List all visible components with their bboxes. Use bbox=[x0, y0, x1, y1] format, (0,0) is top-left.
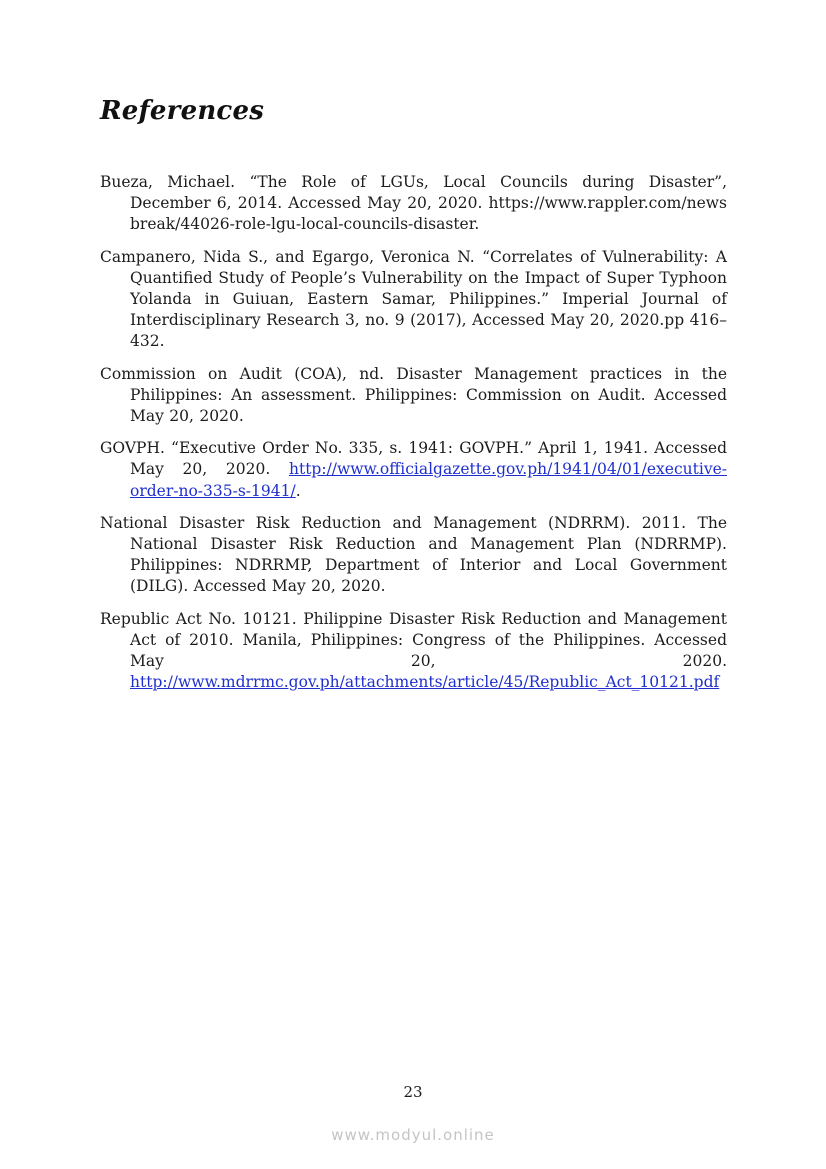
page-number: 23 bbox=[403, 1083, 423, 1101]
reference-link-officialgazette[interactable]: http://www.officialgazette.gov.ph/1941/04/01/executive-order-no-335-s-1941/ bbox=[130, 460, 727, 500]
reference-text: Republic Act No. 10121. Philippine Disaster Risk Reduction and Management Act of 2010. Manila, Philippines: Congress of the Philippines. Accessed May 20, 2020. bbox=[100, 609, 727, 671]
reference-entry-bueza bbox=[100, 172, 727, 236]
reference-text: National Disaster Risk Reduction and Management (NDRRM). 2011. The National Disaster Risk Reduction and Management Plan (NDRRMP). Philippines: NDRRMP, Department of Interior and Local Government (DILG). Accessed May 20, 2020. bbox=[100, 513, 727, 596]
reference-url-text: https://www.rappler.com/newsbreak/44026-role-lgu-local-councils-disaster. bbox=[130, 194, 727, 234]
reference-text: GOVPH. “Executive Order No. 335, s. 1941: GOVPH.” April 1, 1941. Accessed May 20, 2020. bbox=[100, 439, 727, 479]
page-title: References bbox=[100, 96, 265, 126]
reference-entry-campanero bbox=[100, 247, 727, 353]
reference-entry-govph bbox=[100, 438, 727, 502]
reference-text: Bueza, Michael. “The Role of LGUs, Local Councils during Disaster”, December 6, 2014. Accessed May 20, 2020. bbox=[100, 173, 727, 213]
reference-entry-ra10121 bbox=[100, 609, 727, 694]
reference-text: Campanero, Nida S., and Egargo, Veronica N. “Correlates of Vulnerability: A Quantified Study of People’s Vulnerability on the Impact of Super Typhoon Yolanda in Guiuan, Eastern Samar, Philippines.” Imperial Journal of Interdisciplinary Research 3, no. 9 (2017), Accessed May 20, 2020.pp 416–432. bbox=[100, 247, 727, 351]
reference-list bbox=[100, 172, 727, 704]
reference-entry-ndrrm bbox=[100, 513, 727, 598]
reference-text: Commission on Audit (COA), nd. Disaster Management practices in the Philippines: An assessment. Philippines: Commission on Audit. Accessed May 20, 2020. bbox=[100, 364, 727, 426]
reference-entry-coa bbox=[100, 364, 727, 428]
watermark: www.modyul.online bbox=[331, 1126, 495, 1144]
reference-link-mdrrmc[interactable]: http://www.mdrrmc.gov.ph/attachments/article/45/Republic_Act_10121.pdf bbox=[130, 673, 720, 692]
reference-link-suffix: . bbox=[295, 481, 301, 500]
